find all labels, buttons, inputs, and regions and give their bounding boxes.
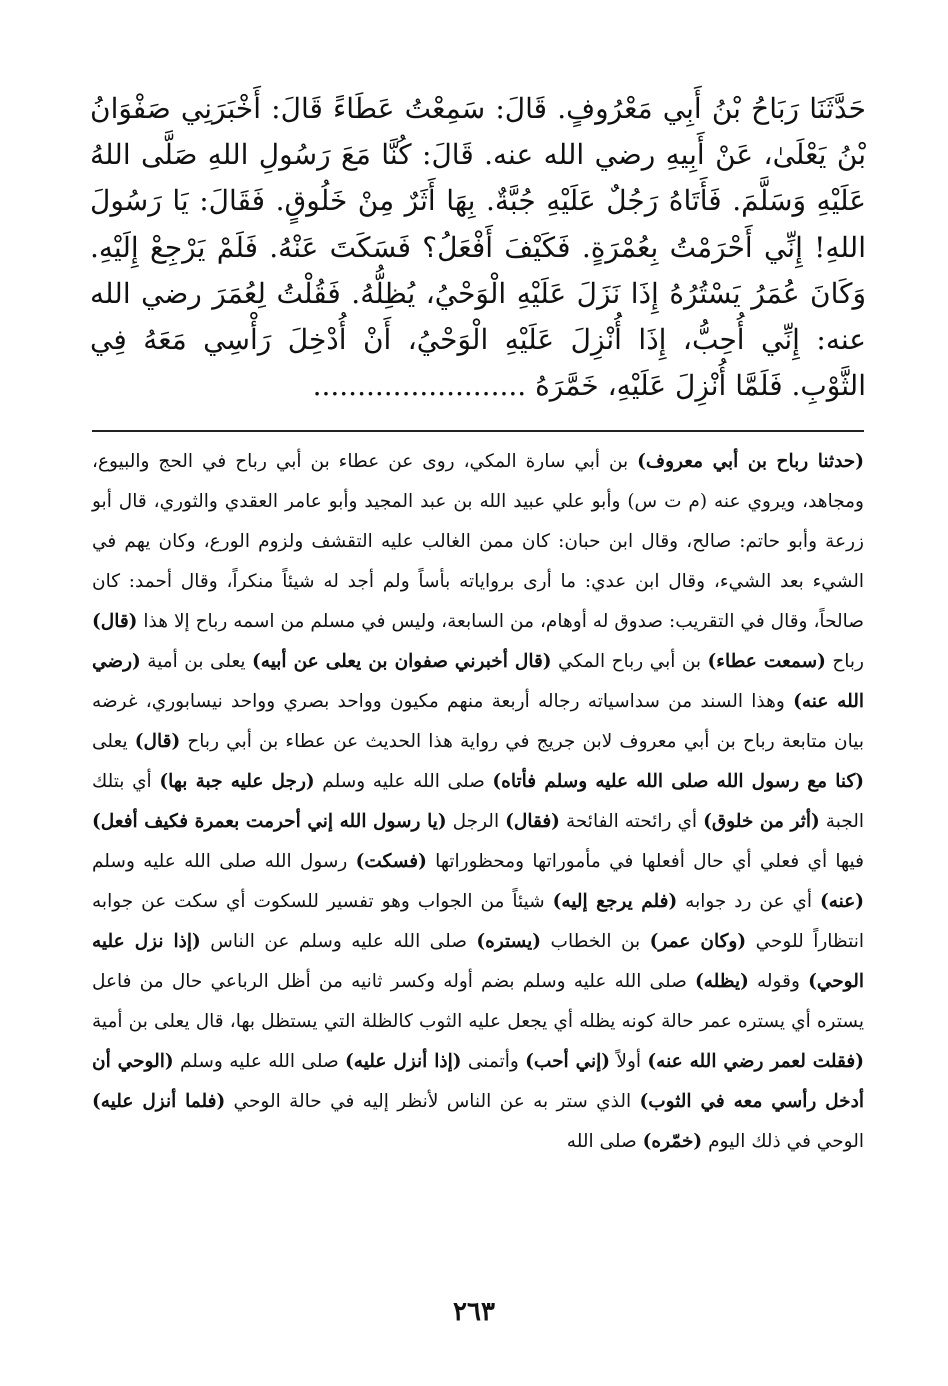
- commentary-span: صلى الله عليه وسلم: [314, 771, 493, 792]
- commentary-bold: (إذا نزل عليه الوحي): [92, 931, 865, 992]
- commentary-span: وهذا السند من سداسياته رجاله أربعة منهم مكيون وواحد بصري وواحد نيسابوري، غرضه بيان متابعة رباح بن أبي معروف لابن جريج في رواية هذا الحديث عن عطاء بن أبي رباح: [92, 691, 864, 752]
- commentary-span: بن الخطاب: [541, 931, 650, 952]
- commentary-bold: (رضي الله عنه): [92, 651, 864, 712]
- commentary-span: أي رائحته الفائحة: [559, 811, 704, 832]
- commentary-span: رسول الله صلى الله عليه وسلم: [92, 851, 356, 872]
- footnote-divider: [92, 430, 864, 432]
- commentary-span: أي بتلك الجبة: [92, 771, 865, 832]
- commentary-bold: (فقال): [505, 811, 560, 832]
- commentary-span: الرجل: [446, 811, 506, 832]
- commentary-bold: (إذا أنزل عليه): [345, 1051, 462, 1072]
- commentary-span: وقوله: [748, 971, 809, 992]
- commentary-span: صلى الله عليه وسلم بضم أوله وكسر ثانيه من أظل الرباعي حال من فاعل يستره أي يستره عمر حالة كونه يظله أي يجعل عليه الثوب كالظلة التي يستظل بها، قال يعلى بن أمية: [92, 971, 864, 1032]
- commentary-span: وأتمنى: [461, 1051, 526, 1072]
- commentary-text: [92, 442, 864, 1162]
- commentary-bold: (قال): [134, 731, 181, 752]
- commentary-bold: (سمعت عطاء): [707, 651, 826, 672]
- commentary-span: شيئاً من الجواب وهو تفسير للسكوت أي سكت عن جوابه انتظاراً للوحي: [92, 891, 864, 952]
- commentary-bold: (إني أحب): [525, 1051, 611, 1072]
- commentary-bold: (خمّره): [642, 1131, 703, 1152]
- commentary-bold: (يظله): [694, 971, 749, 992]
- commentary-bold: (قال): [92, 611, 138, 632]
- commentary-span: أولاً: [610, 1051, 648, 1072]
- hadith-text: [90, 86, 866, 409]
- commentary-span: أي عن رد جوابه: [677, 891, 820, 912]
- commentary-bold: (كنا مع رسول الله صلى الله عليه وسلم فأتاه): [492, 771, 864, 792]
- commentary-span: رباح: [825, 651, 864, 672]
- commentary-span: بن أبي سارة المكي، روى عن عطاء بن أبي رباح في الحج والبيوع، ومجاهد، ويروي عنه (م ت س) وأبو علي عبيد الله بن عبد المجيد وأبو عامر العقدي والثوري، قال أبو زرعة وأبو حاتم: صالح، وقال ابن حبان: كان ممن الغالب عليه التقشف ولزوم الورع، وكان يهم في الشيء بعد الشيء، وقال ابن عدي: ما أرى برواياته بأساً ولم أجد له شيئاً منكراً، وقال أحمد: كان صالحاً، وقال في التقريب: صدوق له أوهام، من السابعة، وليس في مسلم من اسمه رباح إلا هذا: [92, 451, 864, 632]
- hadith-ellipsis: ........................: [312, 369, 527, 403]
- commentary-span: صلى الله: [566, 1131, 643, 1152]
- commentary-bold: (أثر من خلوق): [703, 811, 820, 832]
- commentary-bold: (يستره): [476, 931, 542, 952]
- page-number: ٢٦٣: [453, 1297, 495, 1327]
- commentary-bold: (فلما أنزل عليه): [92, 1091, 226, 1112]
- commentary-bold: (قال أخبرني صفوان بن يعلى عن أبيه): [252, 651, 552, 672]
- commentary-bold: (يا رسول الله إني أحرمت بعمرة فكيف أفعل): [92, 811, 447, 832]
- commentary-span: بن أبي رباح المكي: [551, 651, 708, 672]
- commentary-bold: (وكان عمر): [649, 931, 747, 952]
- commentary-bold: (فسكت): [355, 851, 427, 872]
- commentary-span: فيها أي فعلي أي حال أفعلها في مأموراتها ومحظوراتها: [426, 851, 864, 872]
- commentary-bold: (حدثنا رباح بن أبي معروف): [637, 451, 865, 472]
- hadith-body: حَدَّثَنَا رَبَاحُ بْنُ أَبِي مَعْرُوفٍ. قَالَ: سَمِعْتُ عَطَاءً قَالَ: أَخْبَرَنِي صَفْوَانُ بْنُ يَعْلَىٰ، عَنْ أَبِيهِ رضي الله عنه. قَالَ: كُنَّا مَعَ رَسُولِ اللهِ صَلَّى اللهُ عَلَيْهِ وَسَلَّمَ. فَأَتَاهُ رَجُلٌ عَلَيْهِ جُبَّةٌ. بِهَا أَثَرٌ مِنْ خَلُوقٍ. فَقَالَ: يَا رَسُولَ اللهِ! إِنِّي أَحْرَمْتُ بِعُمْرَةٍ. فَكَيْفَ أَفْعَلُ؟ فَسَكَتَ عَنْهُ. فَلَمْ يَرْجِعْ إِلَيْهِ. وَكَانَ عُمَرُ يَسْتُرُهُ إِذَا نَزَلَ عَلَيْهِ الْوَحْيُ، يُظِلُّهُ. فَقُلْتُ لِعُمَرَ رضي الله عنه: إِنِّي أُحِبُّ، إِذَا أُنْزِلَ عَلَيْهِ الْوَحْيُ، أَنْ أُدْخِلَ رَأْسِي مَعَهُ فِي الثَّوْبِ. فَلَمَّا أُنْزِلَ عَلَيْهِ، خَمَّرَهُ: [90, 92, 866, 403]
- commentary-span: الذي ستر به عن الناس لأنظر إليه في حالة الوحي: [225, 1091, 640, 1112]
- commentary-span: يعلى بن أمية: [140, 651, 253, 672]
- commentary-span: صلى الله عليه وسلم عن الناس: [200, 931, 477, 952]
- commentary-bold: (رجل عليه جبة بها): [159, 771, 315, 792]
- commentary-span: يعلى: [92, 731, 135, 752]
- commentary-bold: (عنه): [819, 891, 864, 912]
- commentary-bold: (فلم يرجع إليه): [552, 891, 678, 912]
- commentary-bold: (فقلت لعمر رضي الله عنه): [647, 1051, 865, 1072]
- commentary-span: صلى الله عليه وسلم: [173, 1051, 346, 1072]
- commentary-bold: (الوحي أن أدخل رأسي معه في الثوب): [92, 1051, 865, 1112]
- commentary-span: الوحي في ذلك اليوم: [702, 1131, 864, 1152]
